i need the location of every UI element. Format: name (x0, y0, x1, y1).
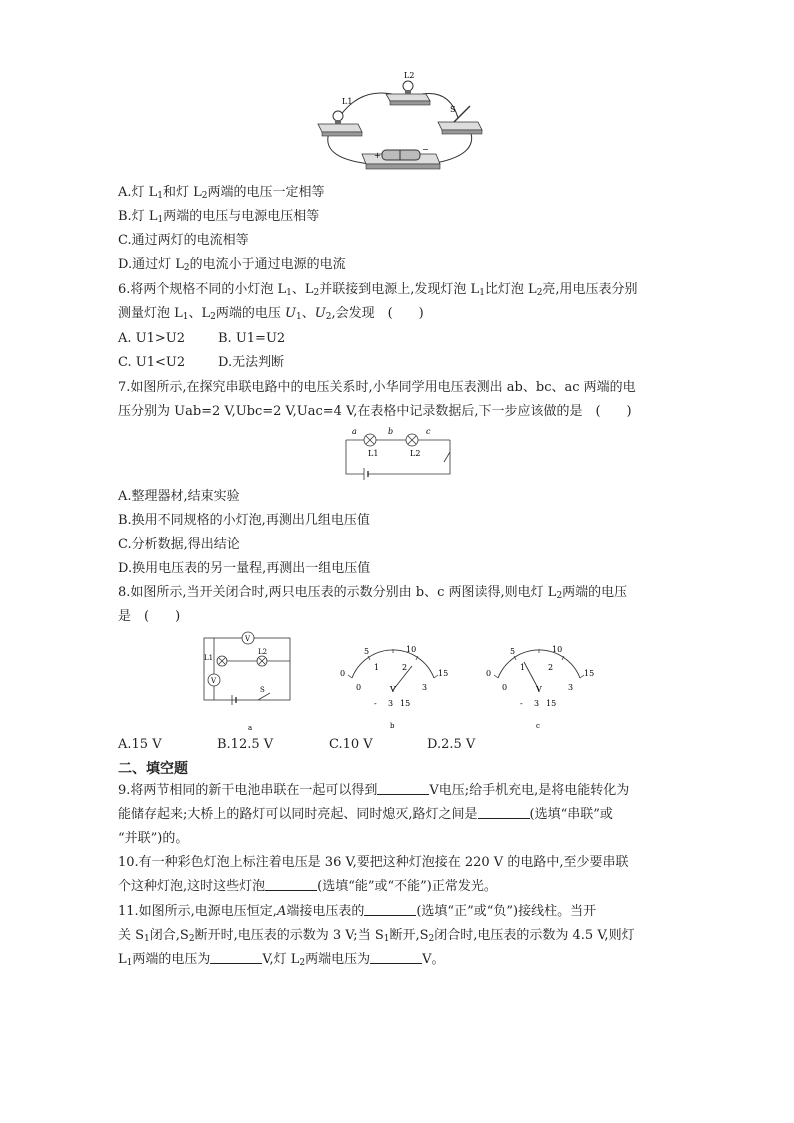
q10-blank-1[interactable] (265, 878, 317, 891)
q7-point-c: c (426, 427, 431, 436)
q5-option-c: C.通过两灯的电流相等 (118, 233, 249, 248)
q7-stem-line2: 压分别为 Uab=2 V,Ubc=2 V,Uac=4 V,在表格中记录数据后,下一步应该做的是 ( ) (118, 404, 632, 419)
q11-line2: 关 $S_1$闭合$,S_2$断开时,电压表的示数为 3 V;当 $S_1$断开$,S_2$闭合时,电压表的示数为 4.5 V,则灯 (118, 928, 635, 944)
q7-series-circuit-figure (338, 426, 458, 482)
c-terminal-minus: - (520, 699, 523, 708)
q8-option-c: C.10 V (329, 737, 373, 752)
b-tick-0: 0 (340, 669, 346, 678)
q6-option-c: C. U1<U2 (118, 355, 186, 370)
q8-caption-b: b (390, 722, 395, 730)
q11-line1: 11.如图所示,电源电压恒定,A端接电压表的 (选填“正”或“负”)接线柱。当开 (118, 904, 597, 919)
q5-option-d: D.通过灯 $L_2$的电流小于通过电源的电流 (118, 257, 346, 273)
q7-point-b: b (388, 427, 394, 436)
label-l2: L2 (404, 71, 415, 80)
q7-option-b: B.换用不同规格的小灯泡,再测出几组电压值 (118, 513, 370, 528)
q9-blank-2[interactable] (478, 806, 530, 819)
q8-figure-b-voltmeter (330, 640, 456, 734)
c-unit: V (536, 685, 542, 694)
b-inner-2: 2 (402, 663, 408, 672)
q8-label-l1: L1 (204, 654, 214, 662)
c-tick-10: 10 (552, 645, 563, 654)
q9-blank-1[interactable] (377, 782, 429, 795)
b-terminal-minus: - (374, 699, 377, 708)
b-inner-3: 3 (422, 683, 428, 692)
b-tick-5: 5 (364, 647, 370, 656)
q9-line1: 9.将两节相同的新干电池串联在一起可以得到 V电压;给手机充电,是将电能转化为 (118, 783, 630, 798)
q9-line3: “并联”)的。 (118, 831, 189, 846)
q6-stem-line2: 测量灯泡 $L_1$、$L_2$两端的电压 $U_1$、$U_2$,会发现 ( ) (118, 306, 424, 322)
c-terminal-15: 15 (546, 699, 557, 708)
q7-label-l2: L2 (410, 449, 421, 458)
q11-blank-3[interactable] (370, 951, 422, 964)
q6-option-a: A. U1>U2 (118, 331, 185, 346)
q7-label-l1: L1 (368, 449, 379, 458)
label-s: S (450, 105, 456, 114)
q7-stem-line1: 7.如图所示,在探究串联电路中的电压关系时,小华同学用电压表测出 ab、bc、ac 两端的电 (118, 380, 636, 395)
q8-stem-line1: 8.如图所示,当开关闭合时,两只电压表的示数分别由 b、c 两图读得,则电灯 $L_2$两端的电压 (118, 585, 628, 601)
b-inner-1: 1 (374, 663, 380, 672)
q5-option-a: A.灯 $L_1$和灯 $L_2$两端的电压一定相等 (118, 185, 325, 201)
c-tick-15: 15 (584, 669, 595, 678)
b-tick-15: 15 (438, 669, 449, 678)
b-terminal-15: 15 (400, 699, 411, 708)
q11-blank-2[interactable] (210, 951, 262, 964)
circuit-photo-figure (310, 68, 490, 178)
q10-line1: 10.有一种彩色灯泡上标注着电压是 36 V,要把这种灯泡接在 220 V 的电路中,至少要串联 (118, 855, 629, 870)
c-inner-1: 1 (520, 663, 526, 672)
q6-option-b: B. U1=U2 (218, 331, 286, 346)
q7-option-c: C.分析数据,得出结论 (118, 537, 240, 552)
battery-minus: − (422, 145, 429, 154)
c-inner-2: 2 (548, 663, 554, 672)
q7-option-d: D.换用电压表的另一量程,再测出一组电压值 (118, 561, 371, 576)
b-terminal-3: 3 (388, 699, 394, 708)
q5-option-b: B.灯 $L_1$两端的电压与电源电压相等 (118, 209, 320, 225)
q8-label-l2: L2 (258, 648, 268, 656)
q8-caption-c: c (536, 722, 540, 730)
section-heading-fill-in: 二、填空题 (118, 761, 188, 777)
q11-blank-1[interactable] (364, 903, 416, 916)
q6-option-d: D.无法判断 (218, 355, 285, 370)
q8-option-d: D.2.5 V (427, 737, 476, 752)
c-terminal-3: 3 (534, 699, 540, 708)
battery-plus: + (374, 151, 381, 160)
q6-stem-line1: 6.将两个规格不同的小灯泡 $L_1$、$L_2$并联接到电源上,发现灯泡 $L_1$比灯泡 $L_2$亮,用电压表分别 (118, 282, 638, 298)
b-inner-0: 0 (356, 683, 362, 692)
q9-line2: 能储存起来;大桥上的路灯可以同时亮起、同时熄灭,路灯之间是 (选填“串联”或 (118, 807, 613, 822)
q10-line2: 个这种灯泡,这时这些灯泡 (选填“能”或“不能”)正常发光。 (118, 879, 497, 894)
q8-stem-line2: 是 ( ) (118, 609, 181, 624)
c-tick-0: 0 (486, 669, 492, 678)
q8-voltmeter-left: V (211, 677, 217, 685)
q8-caption-a: a (248, 724, 253, 732)
q8-option-a: A.15 V (118, 737, 162, 752)
c-inner-3: 3 (568, 683, 574, 692)
q8-figure-c-voltmeter (476, 640, 602, 734)
q8-voltmeter-top: V (245, 635, 251, 643)
c-tick-5: 5 (510, 647, 516, 656)
q7-option-a: A.整理器材,结束实验 (118, 489, 240, 504)
q7-point-a: a (352, 427, 357, 436)
q8-label-s: S (260, 686, 265, 694)
q8-option-b: B.12.5 V (217, 737, 274, 752)
b-tick-10: 10 (406, 645, 417, 654)
c-inner-0: 0 (502, 683, 508, 692)
q11-line3: $L_1$两端的电压为 V,灯 $L_2$两端电压为 V。 (118, 952, 445, 968)
q8-figure-a-circuit (196, 628, 296, 734)
label-l1: L1 (342, 97, 353, 106)
b-unit: V (390, 685, 396, 694)
